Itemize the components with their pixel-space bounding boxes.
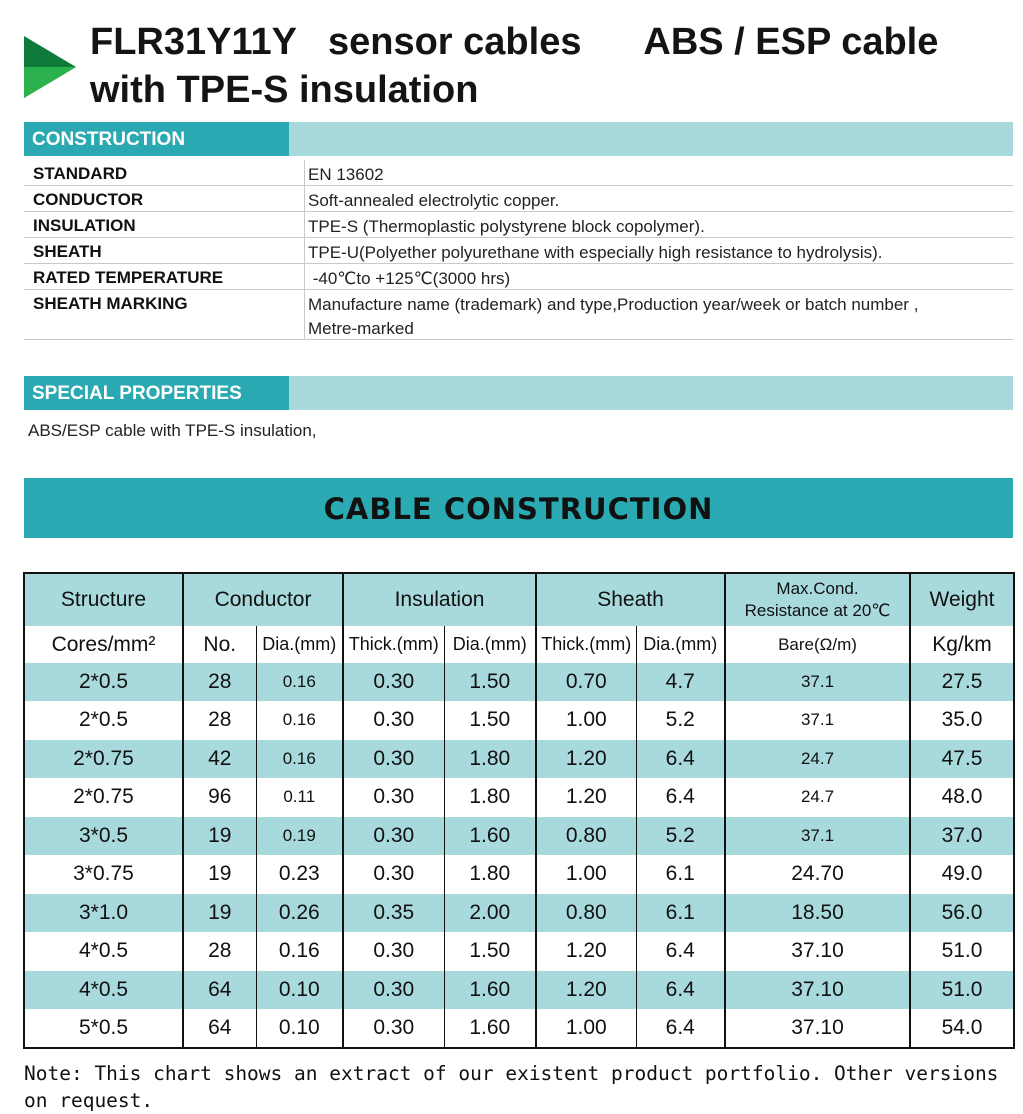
cell-cond-dia: 0.26: [256, 894, 343, 933]
page-title: [90, 18, 1010, 114]
subheader-sh-thick: Thick.(mm): [536, 627, 636, 663]
construction-spec-list: [24, 160, 1013, 340]
cell-sh-thick: 1.00: [536, 701, 636, 740]
cell-bare: 24.7: [725, 740, 910, 779]
cell-ins-dia: 1.50: [444, 932, 536, 971]
footnote: Note: This chart shows an extract of our existent product portfolio. Other versions on request.: [24, 1062, 999, 1112]
page-title-line1: FLR31Y11Y sensor cables ABS / ESP cable: [90, 21, 939, 63]
cell-bare: 24.70: [725, 855, 910, 894]
cell-sh-thick: 1.00: [536, 855, 636, 894]
spec-key: CONDUCTOR: [33, 190, 144, 209]
cell-ins-dia: 2.00: [444, 894, 536, 933]
cell-bare: 37.10: [725, 932, 910, 971]
cell-ins-thick: 0.35: [343, 894, 444, 933]
cell-sh-dia: 6.4: [636, 971, 725, 1010]
cell-cores: 3*0.5: [24, 817, 183, 856]
spec-value-line2: Metre-marked: [308, 319, 414, 338]
cell-no: 64: [183, 971, 256, 1010]
table-row: [24, 740, 1014, 779]
cell-weight: 51.0: [910, 971, 1014, 1010]
cell-weight: 47.5: [910, 740, 1014, 779]
cell-ins-dia: 1.60: [444, 971, 536, 1010]
cell-weight: 27.5: [910, 663, 1014, 702]
cell-no: 28: [183, 701, 256, 740]
subheader-sh-dia: Dia.(mm): [636, 627, 725, 663]
table-row: [24, 1009, 1014, 1048]
cell-bare: 37.1: [725, 663, 910, 702]
page-title-line2: with TPE-S insulation: [90, 69, 479, 111]
spec-row-sheath-marking: [24, 290, 1013, 340]
spec-key: SHEATH MARKING: [33, 294, 188, 313]
spec-row-insulation: [24, 212, 1013, 238]
table-row: [24, 778, 1014, 817]
cell-sh-dia: 5.2: [636, 701, 725, 740]
cell-ins-dia: 1.60: [444, 817, 536, 856]
cell-cond-dia: 0.16: [256, 663, 343, 702]
cell-sh-thick: 1.00: [536, 1009, 636, 1048]
cell-no: 28: [183, 932, 256, 971]
cell-sh-dia: 6.1: [636, 894, 725, 933]
cell-cond-dia: 0.16: [256, 932, 343, 971]
spec-value: TPE-S (Thermoplastic polystyrene block copolymer).: [308, 217, 705, 236]
cell-sh-dia: 6.4: [636, 778, 725, 817]
cell-ins-dia: 1.80: [444, 855, 536, 894]
cell-weight: 49.0: [910, 855, 1014, 894]
spec-value: Soft-annealed electrolytic copper.: [308, 191, 560, 210]
cell-sh-dia: 6.4: [636, 1009, 725, 1048]
cell-no: 96: [183, 778, 256, 817]
spec-value: Manufacture name (trademark) and type,Production year/week or batch number ,: [308, 295, 919, 314]
cable-table-body: [24, 663, 1014, 1049]
cell-cores: 5*0.5: [24, 1009, 183, 1048]
cell-cores: 3*0.75: [24, 855, 183, 894]
cell-weight: 48.0: [910, 778, 1014, 817]
cell-weight: 37.0: [910, 817, 1014, 856]
cell-ins-thick: 0.30: [343, 817, 444, 856]
spec-key: RATED TEMPERATURE: [33, 268, 224, 287]
table-row: [24, 932, 1014, 971]
cell-weight: 51.0: [910, 932, 1014, 971]
cell-cores: 2*0.75: [24, 740, 183, 779]
cell-bare: 18.50: [725, 894, 910, 933]
spec-row-sheath: [24, 238, 1013, 264]
cell-ins-thick: 0.30: [343, 971, 444, 1010]
cell-weight: 35.0: [910, 701, 1014, 740]
subheader-ins-dia: Dia.(mm): [444, 627, 536, 663]
spec-key: INSULATION: [33, 216, 136, 235]
cell-weight: 54.0: [910, 1009, 1014, 1048]
cell-ins-thick: 0.30: [343, 1009, 444, 1048]
title-arrow-icon: [24, 36, 76, 98]
cell-sh-thick: 1.20: [536, 932, 636, 971]
cell-no: 19: [183, 817, 256, 856]
cell-no: 28: [183, 663, 256, 702]
cell-sh-dia: 4.7: [636, 663, 725, 702]
cell-sh-dia: 6.4: [636, 740, 725, 779]
cell-bare: 24.7: [725, 778, 910, 817]
cell-ins-dia: 1.50: [444, 701, 536, 740]
cell-cond-dia: 0.10: [256, 1009, 343, 1048]
table-row: [24, 817, 1014, 856]
special-properties-text: ABS/ESP cable with TPE-S insulation,: [28, 421, 317, 440]
spec-value: TPE-U(Polyether polyurethane with especially high resistance to hydrolysis).: [308, 243, 883, 262]
subheader-no: No.: [183, 627, 256, 663]
table-row: [24, 855, 1014, 894]
cell-no: 19: [183, 894, 256, 933]
table-row: [24, 701, 1014, 740]
spec-key: STANDARD: [33, 164, 128, 183]
cell-ins-dia: 1.80: [444, 740, 536, 779]
cell-sh-thick: 0.70: [536, 663, 636, 702]
spec-row-rated-temperature: [24, 264, 1013, 290]
construction-heading-bar: [24, 122, 1013, 156]
cell-bare: 37.1: [725, 817, 910, 856]
cell-sh-thick: 1.20: [536, 740, 636, 779]
subheader-cond-dia: Dia.(mm): [256, 627, 343, 663]
spec-row-standard: [24, 160, 1013, 186]
cell-ins-thick: 0.30: [343, 932, 444, 971]
subheader-cores: Cores/mm²: [24, 627, 183, 663]
table-row: [24, 663, 1014, 702]
cell-bare: 37.1: [725, 701, 910, 740]
special-properties-heading: SPECIAL PROPERTIES: [24, 376, 289, 410]
special-properties-heading-bar: [24, 376, 1013, 410]
cell-sh-thick: 0.80: [536, 894, 636, 933]
header-insulation: Insulation: [343, 573, 536, 627]
header-sheath: Sheath: [536, 573, 725, 627]
cell-cores: 2*0.5: [24, 701, 183, 740]
subheader-bare: Bare(Ω/m): [725, 627, 910, 663]
header-resistance-line1: Max.Cond.: [776, 579, 859, 598]
header-structure: Structure: [24, 573, 183, 627]
cell-cores: 2*0.75: [24, 778, 183, 817]
cell-cond-dia: 0.11: [256, 778, 343, 817]
cell-sh-thick: 1.20: [536, 971, 636, 1010]
spec-key: SHEATH: [33, 242, 102, 261]
spec-row-conductor: [24, 186, 1013, 212]
cell-ins-thick: 0.30: [343, 778, 444, 817]
cell-ins-dia: 1.60: [444, 1009, 536, 1048]
cell-cond-dia: 0.19: [256, 817, 343, 856]
cable-construction-banner: CABLE CONSTRUCTION: [24, 478, 1013, 538]
cell-bare: 37.10: [725, 1009, 910, 1048]
spec-value: EN 13602: [308, 165, 384, 184]
table-subheader-row: [24, 627, 1014, 663]
subheader-kgkm: Kg/km: [910, 627, 1014, 663]
subheader-ins-thick: Thick.(mm): [343, 627, 444, 663]
cell-cores: 3*1.0: [24, 894, 183, 933]
header-resistance: [725, 573, 910, 627]
cell-cores: 4*0.5: [24, 932, 183, 971]
cell-ins-thick: 0.30: [343, 701, 444, 740]
cable-table: [23, 572, 1015, 1049]
cell-ins-thick: 0.30: [343, 663, 444, 702]
cell-ins-thick: 0.30: [343, 855, 444, 894]
spec-value: -40℃to +125℃(3000 hrs): [308, 269, 511, 288]
cell-weight: 56.0: [910, 894, 1014, 933]
cell-ins-dia: 1.50: [444, 663, 536, 702]
header-resistance-line2: Resistance at 20℃: [744, 601, 891, 620]
header-conductor: Conductor: [183, 573, 343, 627]
table-row: [24, 971, 1014, 1010]
cell-ins-dia: 1.80: [444, 778, 536, 817]
cell-cores: 2*0.5: [24, 663, 183, 702]
table-header-row: [24, 573, 1014, 627]
construction-heading: CONSTRUCTION: [24, 122, 289, 156]
cell-cores: 4*0.5: [24, 971, 183, 1010]
cell-sh-dia: 5.2: [636, 817, 725, 856]
cell-sh-thick: 1.20: [536, 778, 636, 817]
cell-ins-thick: 0.30: [343, 740, 444, 779]
cell-no: 19: [183, 855, 256, 894]
cell-sh-dia: 6.1: [636, 855, 725, 894]
table-row: [24, 894, 1014, 933]
cell-cond-dia: 0.10: [256, 971, 343, 1010]
cell-cond-dia: 0.23: [256, 855, 343, 894]
cell-cond-dia: 0.16: [256, 701, 343, 740]
cell-cond-dia: 0.16: [256, 740, 343, 779]
cell-sh-thick: 0.80: [536, 817, 636, 856]
cell-no: 42: [183, 740, 256, 779]
cell-bare: 37.10: [725, 971, 910, 1010]
cell-sh-dia: 6.4: [636, 932, 725, 971]
header-weight: Weight: [910, 573, 1014, 627]
cell-no: 64: [183, 1009, 256, 1048]
